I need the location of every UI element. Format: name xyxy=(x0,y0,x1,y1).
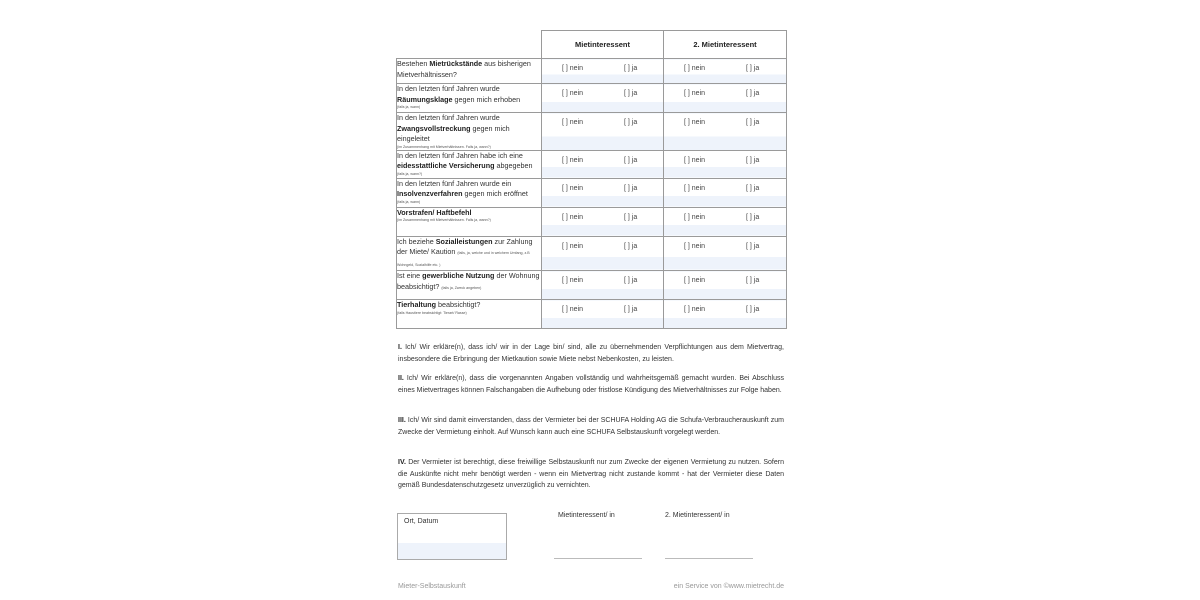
tenant-1-signature-label: Mietinteressent/ in xyxy=(558,512,615,519)
answer-cell-tenant-2 xyxy=(664,207,787,236)
footer-title: Mieter-Selbstauskunft xyxy=(398,583,466,590)
question-note: (falls ja, wann) xyxy=(397,199,421,204)
checkbox-ja[interactable]: [ ] ja xyxy=(624,156,638,164)
checkbox-ja[interactable]: [ ] ja xyxy=(746,242,760,250)
answer-cell-tenant-1 xyxy=(542,84,664,113)
checkbox-nein[interactable]: [ ] nein xyxy=(562,90,584,97)
question-cell: Tierhaltung beabsichtigt? (falls Haustiere beabsichtigt: Tierart/ Rasse) xyxy=(397,300,542,329)
checkbox-nein[interactable]: [ ] nein xyxy=(684,242,706,250)
declaration-4: IV. Der Vermieter ist berechtigt, diese freiwillige Selbstauskunft nur zum Zwecke der eigenen Vermietung zu nutzen. Sofern die Auskünfte nicht mehr benötigt werden - wenn ein Mietvertrag nicht zustande kommt - hat der Vermieter diese Daten gemäß Bundesdatenschutzgesetz unverzüglich zu vernichten. xyxy=(398,459,784,490)
tenant-2-signature-line[interactable] xyxy=(665,558,753,559)
declaration-3: III. Ich/ Wir sind damit einverstanden, dass der Vermieter bei der SCHUFA Holding AG die Schufa-Verbraucherauskunft zum Zwecke der Vermietung einholt. Auf Wunsch kann auch eine SCHUFA Selbstauskunft vorgelegt werden. xyxy=(398,417,784,436)
question-cell: Vorstrafen/ Haftbefehl (im Zusammenhang mit Mietverhältnissen. Falls ja, wann?) xyxy=(397,207,542,236)
question-cell: Bestehen Mietrückstände aus bisherigen Mietverhältnissen? xyxy=(397,59,542,84)
question-note: (im Zusammenhang mit Mietverhältnissen. Falls ja, wann?) xyxy=(397,144,491,149)
question-note: (falls, ja, welche und in welchem Umfang, z.B Wohngeld, Sozialhilfe etc. ) xyxy=(397,251,530,267)
footer-service: ein Service von ©www.mietrecht.de xyxy=(673,583,784,590)
question-cell: In den letzten fünf Jahren wurde Räumungsklage gegen mich erhoben (falls ja, wann) xyxy=(397,84,542,113)
checkbox-nein[interactable]: [ ] nein xyxy=(562,213,584,221)
checkbox-ja[interactable]: [ ] ja xyxy=(624,184,638,192)
header-tenant-2: 2. Mietinteressent xyxy=(664,31,787,59)
question-cell: In den letzten fünf Jahren wurde ein Insolvenzverfahren gegen mich eröffnet (falls ja, wann) xyxy=(397,178,542,207)
checkbox-ja[interactable]: [ ] ja xyxy=(746,119,760,126)
checkbox-ja[interactable]: [ ] ja xyxy=(746,90,760,97)
question-row xyxy=(397,300,787,329)
checkbox-ja[interactable]: [ ] ja xyxy=(624,213,638,221)
answer-cell-tenant-1 xyxy=(542,59,664,84)
checkbox-nein[interactable]: [ ] nein xyxy=(684,119,706,126)
tenant-1-signature-line[interactable] xyxy=(554,558,642,559)
declaration-1: I. Ich/ Wir erkläre(n), dass ich/ wir in der Lage bin/ sind, alle zu übernehmenden Verpflichtungen aus dem Mietvertrag, insbesondere die Erbringung der Mietkaution sowie Miete nebst Nebenkosten, zu leisten. xyxy=(398,344,784,363)
checkbox-nein[interactable]: [ ] nein xyxy=(684,306,706,313)
checkbox-nein[interactable]: [ ] nein xyxy=(562,119,584,126)
checkbox-nein[interactable]: [ ] nein xyxy=(684,213,706,221)
question-cell: Ich beziehe Sozialleistungen zur Zahlung der Miete/ Kaution (falls, ja, welche und in welchem Umfang, z.B Wohngeld, Sozialhilfe etc. ) xyxy=(397,236,542,271)
checkbox-nein[interactable]: [ ] nein xyxy=(684,184,706,192)
checkbox-nein[interactable]: [ ] nein xyxy=(562,65,584,72)
checkbox-nein[interactable]: [ ] nein xyxy=(562,306,584,313)
answer-cell-tenant-1 xyxy=(542,236,664,271)
answer-cell-tenant-1 xyxy=(542,207,664,236)
question-note: (falls ja, wann?) xyxy=(397,171,423,176)
answer-cell-tenant-2 xyxy=(664,236,787,271)
place-date-field[interactable] xyxy=(397,513,507,560)
checkbox-ja[interactable]: [ ] ja xyxy=(746,306,760,313)
checkbox-nein[interactable]: [ ] nein xyxy=(562,184,584,192)
checkbox-ja[interactable]: [ ] ja xyxy=(624,306,638,313)
answer-cell-tenant-2 xyxy=(664,300,787,329)
answer-cell-tenant-2 xyxy=(664,84,787,113)
answer-cell-tenant-1 xyxy=(542,300,664,329)
question-note: (falls ja, Zweck angeben) xyxy=(441,285,482,290)
checkbox-ja[interactable]: [ ] ja xyxy=(746,156,760,164)
question-cell: In den letzten fünf Jahren wurde Zwangsvollstreckung gegen mich eingeleitet (im Zusammenhang mit Mietverhältnissen. Falls ja, wann?) xyxy=(397,113,542,151)
answer-cell-tenant-1 xyxy=(542,150,664,178)
answer-cell-tenant-2 xyxy=(664,113,787,151)
answer-cell-tenant-2 xyxy=(664,178,787,207)
checkbox-nein[interactable]: [ ] nein xyxy=(562,242,584,250)
header-blank xyxy=(397,31,542,59)
checkbox-ja[interactable]: [ ] ja xyxy=(746,184,760,192)
answer-cell-tenant-2 xyxy=(664,271,787,300)
checkbox-ja[interactable]: [ ] ja xyxy=(624,277,638,284)
question-note: (im Zusammenhang mit Mietverhältnissen. Falls ja, wann?) xyxy=(397,218,491,222)
document-page xyxy=(396,0,788,600)
checkbox-nein[interactable]: [ ] nein xyxy=(684,277,706,284)
question-cell: In den letzten fünf Jahren habe ich eine eidesstattliche Versicherung abgegeben (falls ja, wann?) xyxy=(397,150,542,178)
checkbox-ja[interactable]: [ ] ja xyxy=(746,277,760,284)
question-row xyxy=(397,84,787,113)
question-note: (falls Haustiere beabsichtigt: Tierart/ Rasse) xyxy=(397,310,467,315)
question-row xyxy=(397,150,787,178)
question-row xyxy=(397,113,787,151)
question-row xyxy=(397,178,787,207)
declaration-2: II. Ich/ Wir erkläre(n), dass die vorgenannten Angaben vollständig und wahrheitsgemäß gemacht wurden. Bei Abschluss eines Mietvertrages können Falschangaben die Aufhebung oder fristlose Kündigung des Mietverhältnisses zur Folge haben. xyxy=(398,375,784,394)
checkbox-ja[interactable]: [ ] ja xyxy=(624,90,638,97)
checkbox-ja[interactable]: [ ] ja xyxy=(746,213,760,221)
answer-cell-tenant-1 xyxy=(542,178,664,207)
question-note: (falls ja, wann) xyxy=(397,105,421,109)
answer-cell-tenant-2 xyxy=(664,59,787,84)
checkbox-nein[interactable]: [ ] nein xyxy=(684,90,706,97)
checkbox-nein[interactable]: [ ] nein xyxy=(562,277,584,284)
place-date-label: Ort, Datum xyxy=(404,518,439,525)
question-row xyxy=(397,59,787,84)
header-tenant-1: Mietinteressent xyxy=(542,31,664,59)
checkbox-nein[interactable]: [ ] nein xyxy=(684,65,706,72)
question-row xyxy=(397,271,787,300)
answer-cell-tenant-1 xyxy=(542,113,664,151)
answer-cell-tenant-2 xyxy=(664,150,787,178)
questionnaire-table xyxy=(396,30,787,329)
question-row xyxy=(397,207,787,236)
tenant-2-signature-label: 2. Mietinteressent/ in xyxy=(665,512,730,519)
checkbox-nein[interactable]: [ ] nein xyxy=(562,156,584,164)
checkbox-ja[interactable]: [ ] ja xyxy=(746,65,760,72)
checkbox-nein[interactable]: [ ] nein xyxy=(684,156,706,164)
question-row xyxy=(397,236,787,271)
checkbox-ja[interactable]: [ ] ja xyxy=(624,65,638,72)
question-cell: Ist eine gewerbliche Nutzung der Wohnung beabsichtigt? (falls ja, Zweck angeben) xyxy=(397,271,542,300)
checkbox-ja[interactable]: [ ] ja xyxy=(624,119,638,126)
checkbox-ja[interactable]: [ ] ja xyxy=(624,242,638,250)
answer-cell-tenant-1 xyxy=(542,271,664,300)
